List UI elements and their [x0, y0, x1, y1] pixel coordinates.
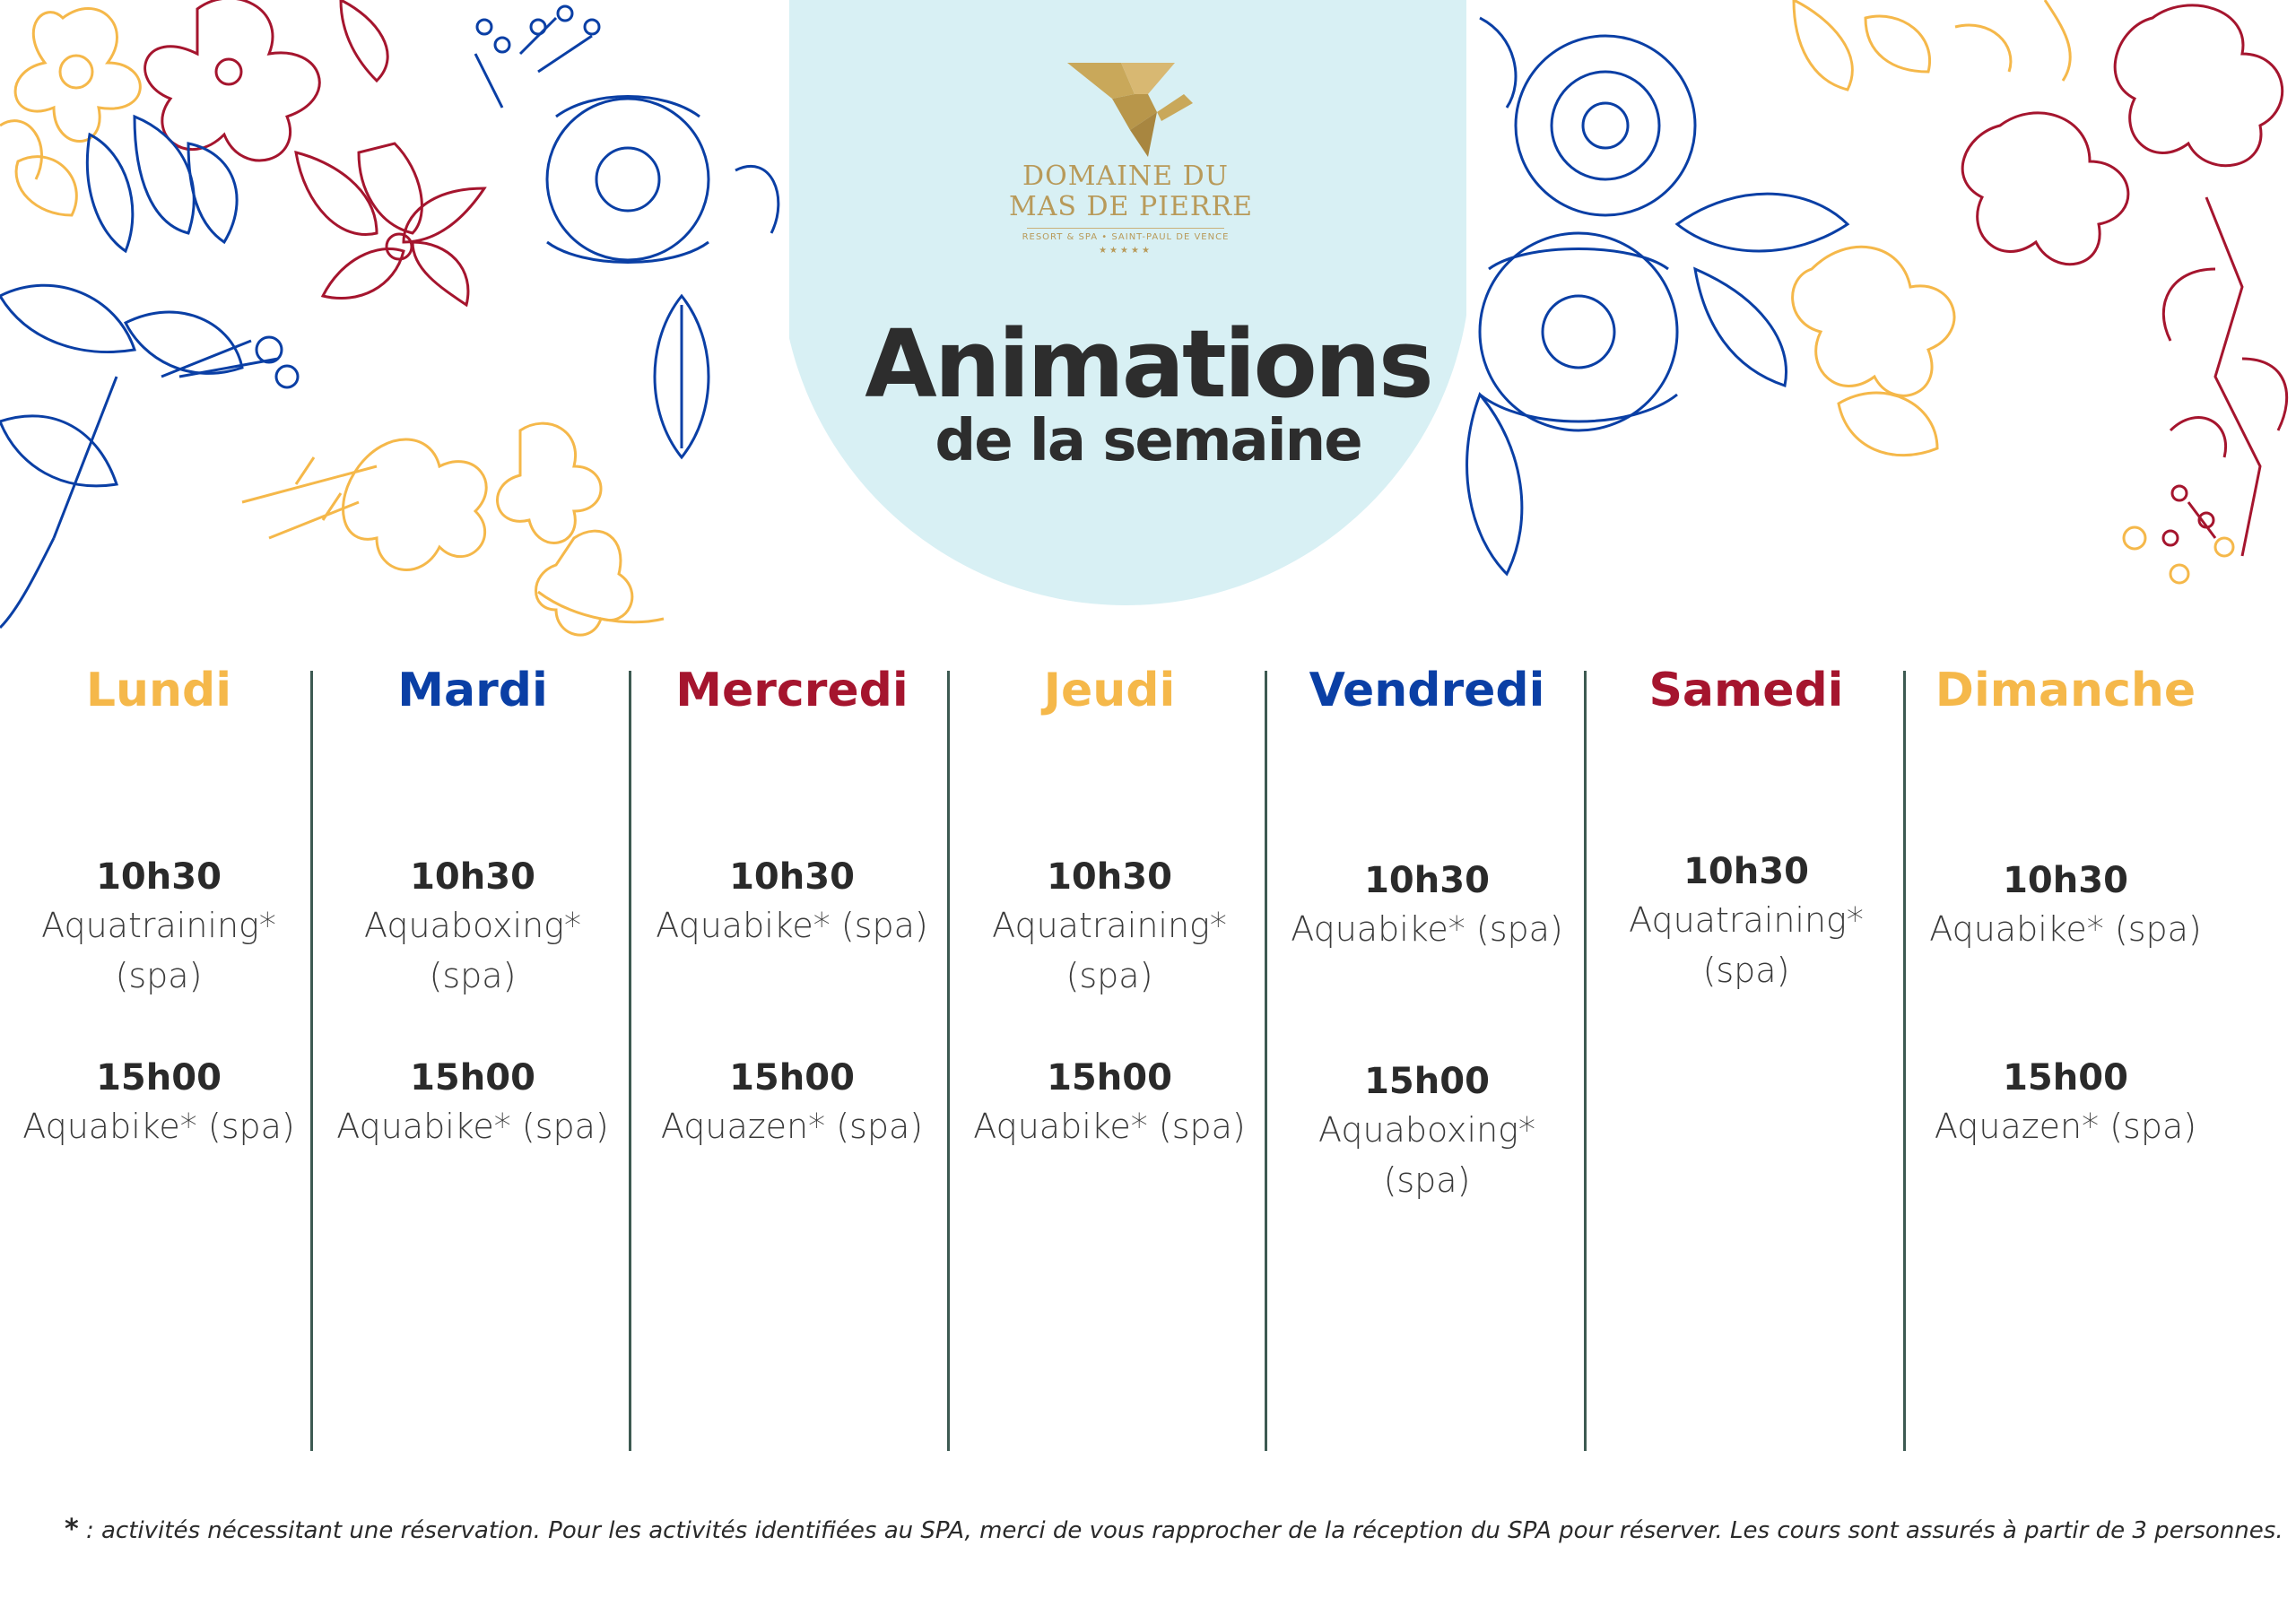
column-separator [629, 671, 631, 1451]
day-column-dimanche [1907, 664, 2224, 1453]
column-separator [1903, 671, 1906, 1451]
slot-activity: Aquabike* (spa) [1929, 909, 2202, 949]
footnote-text: : activités nécessitant une réservation. Pour les activités identifiées au SPA, merci de vous rapprocher de la réception du SPA pour réserver. Les cours sont assurés à partir de 3 personnes. [78, 1517, 2283, 1544]
slot-time: 15h00 [410, 1057, 535, 1099]
origami-dove-icon [1058, 45, 1193, 161]
day-title: Mardi [397, 664, 548, 717]
slot-activity: Aquabike* (spa) [656, 906, 928, 945]
schedule-slot [1268, 1058, 1586, 1205]
day-title: Dimanche [1935, 664, 2196, 717]
logo-line-1: DOMAINE DU [1022, 161, 1229, 192]
slot-time: 10h30 [1364, 860, 1490, 901]
day-column-lundi [0, 664, 317, 1453]
schedule-slot [314, 1055, 631, 1151]
brand-logo [1009, 45, 1253, 256]
slot-activity: Aquatraining* (spa) [1629, 900, 1864, 990]
day-title: Jeudi [1043, 664, 1176, 717]
schedule-slot [1907, 857, 2224, 954]
schedule-slot [951, 1055, 1268, 1151]
column-separator [310, 671, 313, 1451]
column-separator [1265, 671, 1267, 1451]
schedule-slot [1907, 1055, 2224, 1151]
slot-time: 15h00 [96, 1057, 222, 1099]
schedule-slot [1268, 857, 1586, 954]
column-separator [1584, 671, 1587, 1451]
title-main: Animations [865, 309, 1431, 419]
slot-time: 10h30 [1047, 856, 1172, 898]
slot-activity: Aquabike* (spa) [973, 1107, 1246, 1146]
logo-stars: ★★★★★ [1099, 246, 1152, 256]
slot-time: 10h30 [96, 856, 222, 898]
schedule-slot [0, 854, 317, 1001]
slot-activity: Aquatraining* (spa) [992, 906, 1227, 995]
schedule-slot [633, 854, 951, 951]
slot-activity: Aquabike* (spa) [336, 1107, 609, 1146]
page-title [789, 309, 1507, 474]
day-column-samedi [1587, 664, 1905, 1453]
slot-time: 10h30 [410, 856, 535, 898]
reservation-footnote [65, 1514, 2283, 1545]
schedule-slot [951, 854, 1268, 1001]
slot-time: 15h00 [1047, 1057, 1172, 1099]
slot-time: 10h30 [2003, 860, 2128, 901]
slot-activity: Aquaboxing* (spa) [364, 906, 581, 995]
schedule-slot [633, 1055, 951, 1151]
schedule-slot [1587, 848, 1905, 995]
slot-activity: Aquaboxing* (spa) [1318, 1110, 1535, 1200]
logo-line-2: MAS DE PIERRE [1009, 191, 1253, 222]
title-subtitle: de la semaine [935, 408, 1361, 474]
weekly-schedule [0, 664, 2296, 1453]
footnote-marker: * [65, 1514, 79, 1545]
day-title: Vendredi [1309, 664, 1545, 717]
schedule-slot [314, 854, 631, 1001]
column-separator [947, 671, 950, 1451]
slot-time: 10h30 [729, 856, 855, 898]
slot-activity: Aquazen* (spa) [1934, 1107, 2197, 1146]
slot-time: 15h00 [1364, 1061, 1490, 1102]
slot-time: 15h00 [2003, 1057, 2128, 1099]
day-column-jeudi [951, 664, 1268, 1453]
logo-divider [1027, 228, 1224, 229]
slot-time: 15h00 [729, 1057, 855, 1099]
slot-activity: Aquabike* (spa) [22, 1107, 295, 1146]
slot-activity: Aquabike* (spa) [1291, 909, 1563, 949]
slot-activity: Aquazen* (spa) [660, 1107, 924, 1146]
slot-time: 10h30 [1683, 851, 1809, 892]
slot-activity: Aquatraining* (spa) [41, 906, 276, 995]
day-column-mercredi [633, 664, 951, 1453]
schedule-slot [0, 1055, 317, 1151]
logo-tagline: RESORT & SPA • SAINT-PAUL DE VENCE [1022, 232, 1230, 242]
day-column-vendredi [1268, 664, 1586, 1453]
day-title: Samedi [1648, 664, 1844, 717]
day-column-mardi [314, 664, 631, 1453]
day-title: Lundi [85, 664, 232, 717]
day-title: Mercredi [675, 664, 909, 717]
